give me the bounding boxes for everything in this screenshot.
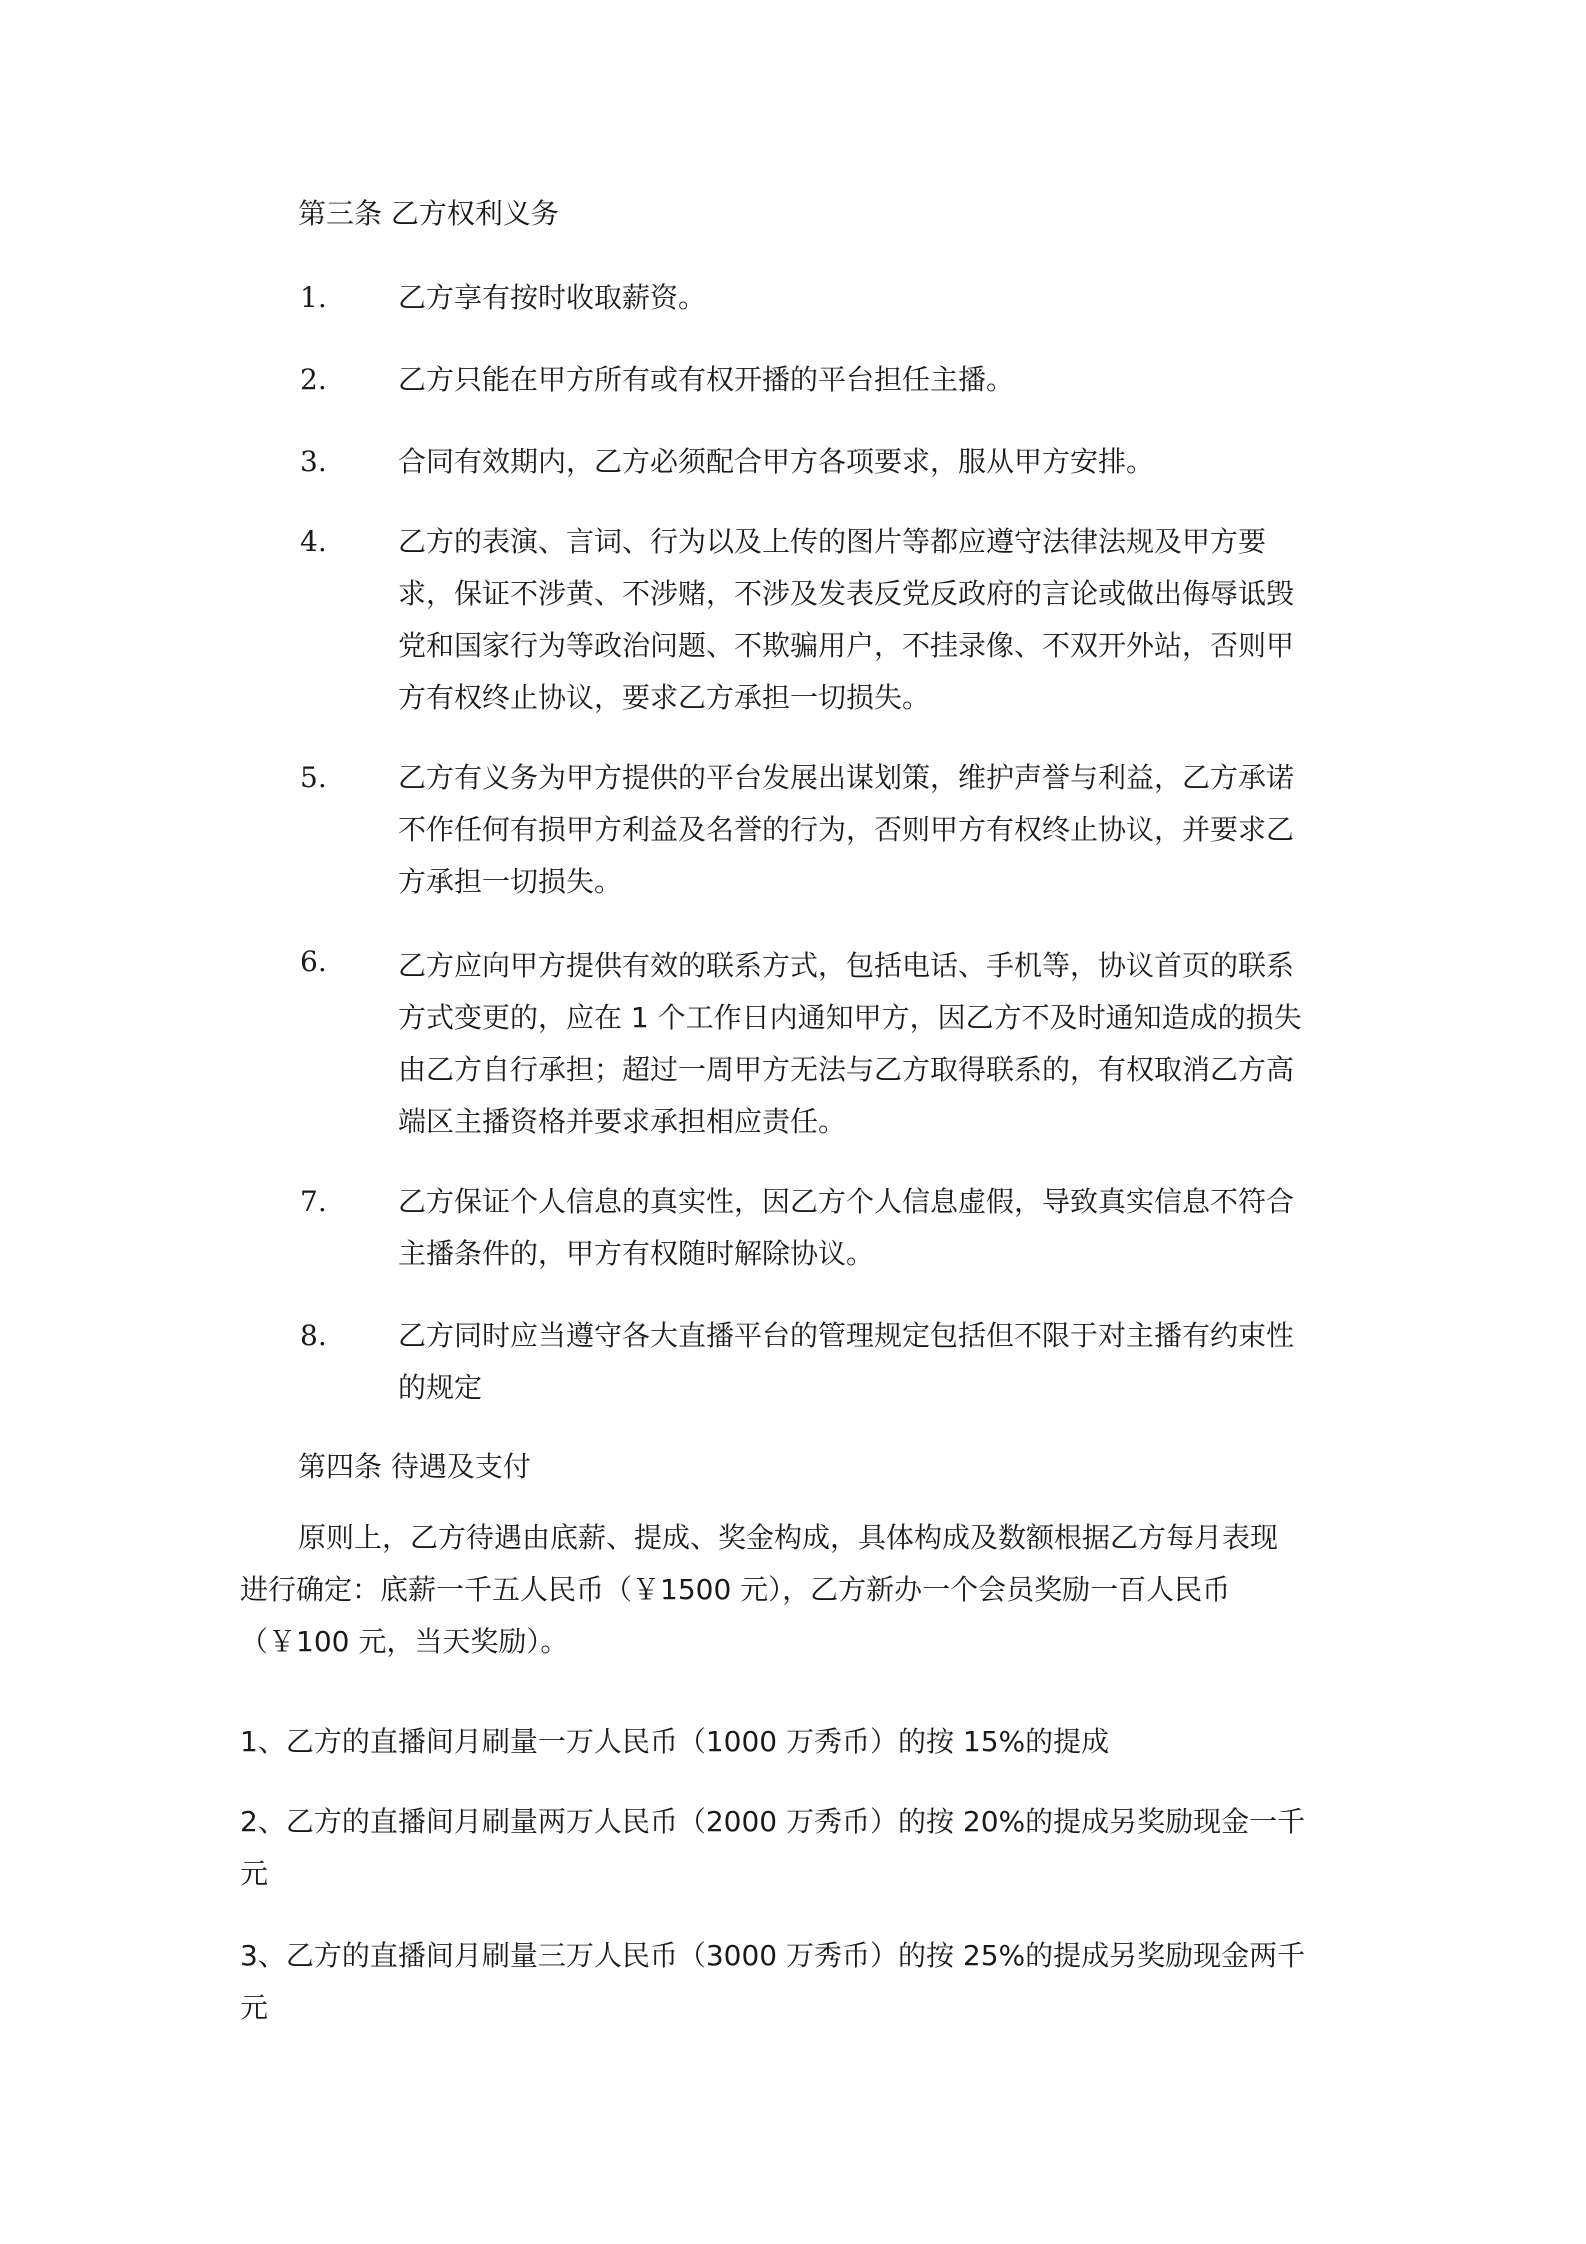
- text-line: （￥100 元，当天奖励）。: [240, 1625, 569, 1658]
- list-item-number: 6.: [300, 945, 327, 978]
- list-item-number: 4.: [300, 525, 327, 558]
- text-line: 方式变更的，应在 1 个工作日内通知甲方，因乙方不及时通知造成的损失: [398, 1001, 1302, 1034]
- text-line: 元: [240, 1991, 269, 2024]
- text-line: 乙方只能在甲方所有或有权开播的平台担任主播。: [398, 363, 1015, 396]
- article-4-intro: [240, 1512, 1360, 1668]
- list-item-text: [398, 1176, 1360, 1280]
- text-line: 乙方应向甲方提供有效的联系方式，包括电话、手机等，协议首页的联系: [398, 949, 1295, 982]
- commission-tier: [240, 1796, 1360, 1900]
- text-line: 元: [240, 1857, 269, 1890]
- text-line: 2、乙方的直播间月刷量两万人民币（2000 万秀币）的按 20%的提成另奖励现金一千: [240, 1805, 1306, 1838]
- text-line: 的规定: [398, 1371, 483, 1404]
- text-line: 方承担一切损失。: [398, 865, 623, 898]
- text-line: 乙方享有按时收取薪资。: [398, 281, 707, 314]
- text-line: 乙方的表演、言词、行为以及上传的图片等都应遵守法律法规及甲方要: [398, 525, 1267, 558]
- list-item-text: [398, 354, 1360, 406]
- text-line: 进行确定：底薪一千五人民币（￥1500 元），乙方新办一个会员奖励一百人民币: [240, 1573, 1231, 1606]
- list-item-number: 2.: [300, 363, 327, 396]
- text-line: 求，保证不涉黄、不涉赌，不涉及发表反党反政府的言论或做出侮辱诋毁: [398, 577, 1295, 610]
- text-line: 1、乙方的直播间月刷量一万人民币（1000 万秀币）的按 15%的提成: [240, 1725, 1110, 1758]
- article-4-heading: 第四条 待遇及支付: [298, 1450, 531, 1483]
- list-item-text: [398, 272, 1360, 324]
- list-item-number: 3.: [300, 445, 327, 478]
- article-3-heading: 第三条 乙方权利义务: [298, 197, 559, 230]
- commission-tier: [240, 1716, 1360, 1768]
- commission-tier: [240, 1930, 1360, 2034]
- text-line: 方有权终止协议，要求乙方承担一切损失。: [398, 681, 931, 714]
- list-item-number: 5.: [300, 761, 327, 794]
- text-line: 乙方有义务为甲方提供的平台发展出谋划策，维护声誉与利益，乙方承诺: [398, 761, 1295, 794]
- list-item-text: [398, 516, 1360, 724]
- list-item-number: 1.: [300, 281, 327, 314]
- text-line: 党和国家行为等政治问题、不欺骗用户，不挂录像、不双开外站，否则甲: [398, 629, 1295, 662]
- text-line: 原则上，乙方待遇由底薪、提成、奖金构成，具体构成及数额根据乙方每月表现: [298, 1521, 1279, 1554]
- list-item-number: 7.: [300, 1185, 327, 1218]
- text-line: 端区主播资格并要求承担相应责任。: [398, 1105, 847, 1138]
- list-item-number: 8.: [300, 1319, 327, 1352]
- text-line: 3、乙方的直播间月刷量三万人民币（3000 万秀币）的按 25%的提成另奖励现金两千: [240, 1939, 1306, 1972]
- list-item-text: [398, 936, 1360, 1148]
- list-item-text: [398, 1310, 1360, 1414]
- text-line: 合同有效期内，乙方必须配合甲方各项要求，服从甲方安排。: [398, 445, 1155, 478]
- text-line: 不作任何有损甲方利益及名誉的行为，否则甲方有权终止协议，并要求乙: [398, 813, 1295, 846]
- list-item-text: [398, 436, 1360, 488]
- text-line: 主播条件的，甲方有权随时解除协议。: [398, 1237, 875, 1270]
- text-line: 由乙方自行承担；超过一周甲方无法与乙方取得联系的，有权取消乙方高: [398, 1053, 1295, 1086]
- text-line: 乙方同时应当遵守各大直播平台的管理规定包括但不限于对主播有约束性: [398, 1319, 1295, 1352]
- text-line: 乙方保证个人信息的真实性，因乙方个人信息虚假，导致真实信息不符合: [398, 1185, 1295, 1218]
- list-item-text: [398, 752, 1360, 908]
